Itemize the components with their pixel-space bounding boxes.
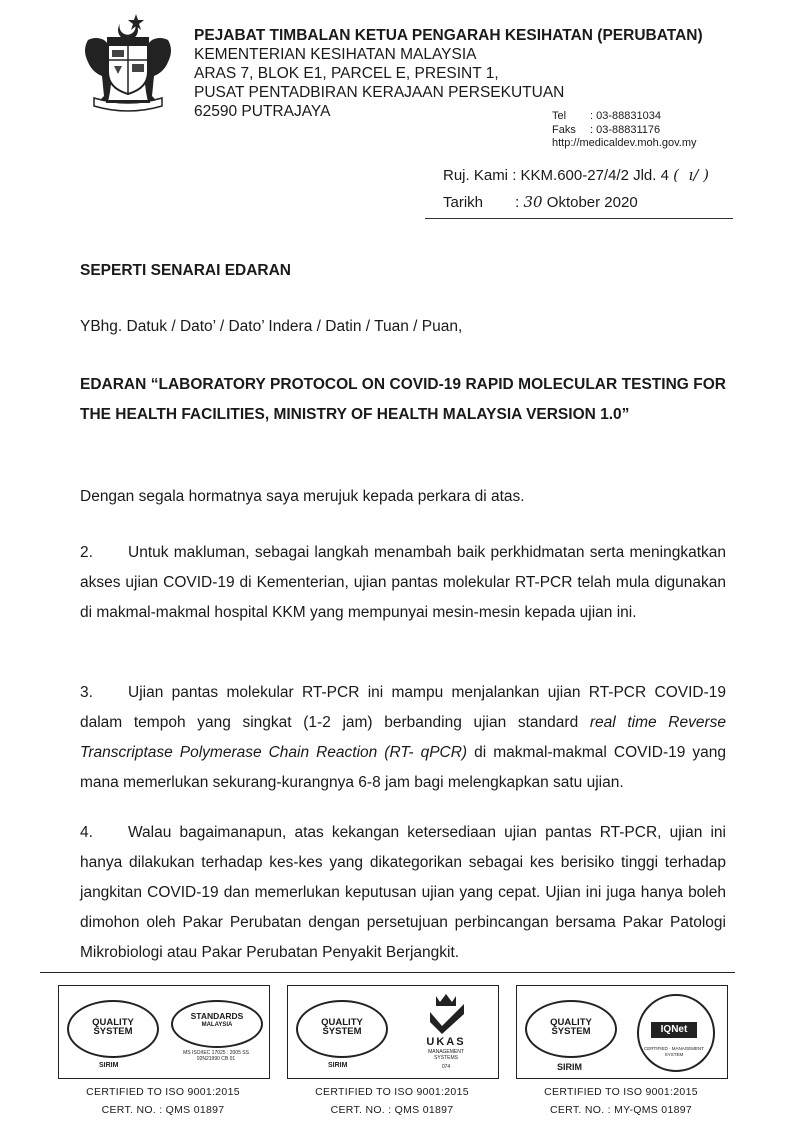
paragraph-number: 2. [80, 544, 93, 561]
date-value: Oktober 2020 [546, 194, 638, 211]
certification-logo-box [516, 985, 728, 1079]
paragraph-2 [80, 538, 726, 628]
office-address [194, 26, 703, 121]
date-label: Tarikh [443, 194, 484, 211]
certification-caption [277, 1083, 507, 1119]
cert-number: CERT. NO. : QMS 01897 [101, 1104, 225, 1116]
cert-number: CERT. NO. : QMS 01897 [330, 1104, 454, 1116]
salutation: YBhg. Datuk / Dato’ / Dato’ Indera / Datin / Tuan / Puan, [80, 318, 463, 335]
cert-standard: CERTIFIED TO ISO 9001:2015 [315, 1086, 469, 1098]
reference-value: : KKM.600-27/4/2 Jld. 4 [512, 167, 669, 184]
standards-sub-text: MALAYSIA [201, 1022, 233, 1028]
quality-system-logo [525, 1000, 617, 1058]
reference-block [443, 162, 709, 216]
cert-standard: CERTIFIED TO ISO 9001:2015 [544, 1086, 698, 1098]
paragraph-3 [80, 678, 726, 798]
iqnet-ring-text: CERTIFIED · MANAGEMENT SYSTEM [644, 1046, 704, 1057]
tel-value: : 03-88831034 [590, 110, 661, 122]
malaysia-coat-of-arms-icon [78, 10, 178, 118]
standards-malaysia-logo [171, 1000, 263, 1048]
ukas-crown-check-icon [418, 992, 474, 1036]
website-link[interactable]: http://medicaldev.moh.gov.my [552, 137, 697, 149]
quality-system-text: QUALITY SYSTEM [321, 1017, 363, 1037]
paragraph-4 [80, 818, 726, 968]
subject-heading: EDARAN “LABORATORY PROTOCOL ON COVID-19 RAPID MOLECULAR TESTING FOR THE HEALTH FACILITIES, MINISTRY OF HEALTH MALAYSIA VERSION 1.0” [80, 376, 726, 423]
fax-label: Faks [552, 123, 576, 136]
address-line-2: PUSAT PENTADBIRAN KERAJAAN PERSEKUTUAN [194, 84, 565, 101]
fax-value: : 03-88831176 [590, 123, 661, 136]
date-row [443, 189, 709, 216]
contact-block [552, 110, 697, 151]
paragraph-text: Ujian pantas molekular RT-PCR ini mampu menjalankan ujian RT-PCR COVID-19 dalam tempoh yang singkat (1-2 jam) berbanding ujian standard [80, 684, 726, 731]
cert-number: CERT. NO. : MY-QMS 01897 [550, 1104, 692, 1116]
header-divider [425, 218, 733, 219]
paragraph-italic-term: real time Reverse Transcriptase Polymerase Chain Reaction (RT- qPCR) [80, 714, 726, 761]
sirim-label: SIRIM [99, 1062, 119, 1069]
reference-row [443, 162, 709, 189]
address-line-3: 62590 PUTRAJAYA [194, 103, 331, 120]
ministry-name: KEMENTERIAN KESIHATAN MALAYSIA [194, 46, 477, 63]
certification-logo-box [287, 985, 499, 1079]
standards-note: MS ISO/IEC 17025 : 2005 SS 92N21990 CB 01 [183, 1050, 249, 1062]
standards-text: STANDARDS [190, 1011, 244, 1021]
quality-system-text: QUALITY SYSTEM [550, 1017, 592, 1037]
cert-standard: CERTIFIED TO ISO 9001:2015 [86, 1086, 240, 1098]
iqnet-text: IQNet [651, 1022, 697, 1038]
date-handwritten-day: 30 [523, 193, 543, 211]
footer-divider [40, 972, 735, 973]
quality-system-text: QUALITY SYSTEM [92, 1017, 134, 1037]
office-name: PEJABAT TIMBALAN KETUA PENGARAH KESIHATAN (PERUBATAN) [194, 27, 703, 44]
sirim-label: SIRIM [328, 1062, 348, 1069]
iqnet-logo [637, 994, 715, 1072]
paragraph-number: 3. [80, 684, 93, 701]
sirim-label: SIRIM [557, 1062, 583, 1072]
reference-handwritten: ( ı/ ) [673, 166, 709, 184]
ukas-text: UKAS [426, 1036, 466, 1048]
fax-row [552, 124, 697, 138]
certification-caption [506, 1083, 736, 1119]
recipient-line: SEPERTI SENARAI EDARAN [80, 262, 291, 279]
tel-row [552, 110, 697, 124]
address-line-1: ARAS 7, BLOK E1, PARCEL E, PRESINT 1, [194, 65, 499, 82]
reference-label: Ruj. Kami [443, 167, 509, 184]
ukas-sub-text: MANAGEMENT SYSTEMS [428, 1049, 464, 1061]
quality-system-logo [296, 1000, 388, 1058]
paragraph-text: Walau bagaimanapun, atas kekangan ketersediaan ujian pantas RT-PCR, ujian ini hanya dilakukan terhadap kes-kes yang dikategorikan sebagai kes berisiko tinggi terhadap jangkitan COVID-19 dan memerlukan keputusan ujian yang cepat. Ujian ini juga hanya boleh dimohon oleh Pakar Perubatan dengan persetujuan perbincangan bersama Pakar Patologi Mikrobiologi atau Pakar Perubatan Penyakit Berjangkit. [80, 824, 726, 961]
paragraph-text-end: di makmal-makmal COVID-19 yang mana memerlukan sekurang-kurangnya 6-8 jam bagi melengkapkan satu ujian. [80, 744, 726, 791]
certification-caption [48, 1083, 278, 1119]
quality-system-logo [67, 1000, 159, 1058]
paragraph-text: Untuk makluman, sebagai langkah menambah baik perkhidmatan serta meningkatkan akses ujian COVID-19 di Kementerian, ujian pantas molekular RT-PCR telah mula digunakan di makmal-makmal hospital KKM yang mempunyai mesin-mesin kepada ujian ini. [80, 544, 726, 621]
opening-paragraph: Dengan segala hormatnya saya merujuk kepada perkara di atas. [80, 488, 525, 505]
tel-label: Tel [552, 110, 567, 122]
ukas-number: 074 [441, 1064, 451, 1070]
paragraph-number: 4. [80, 824, 93, 841]
certification-logo-box [58, 985, 270, 1079]
date-prefix: : [515, 194, 520, 211]
